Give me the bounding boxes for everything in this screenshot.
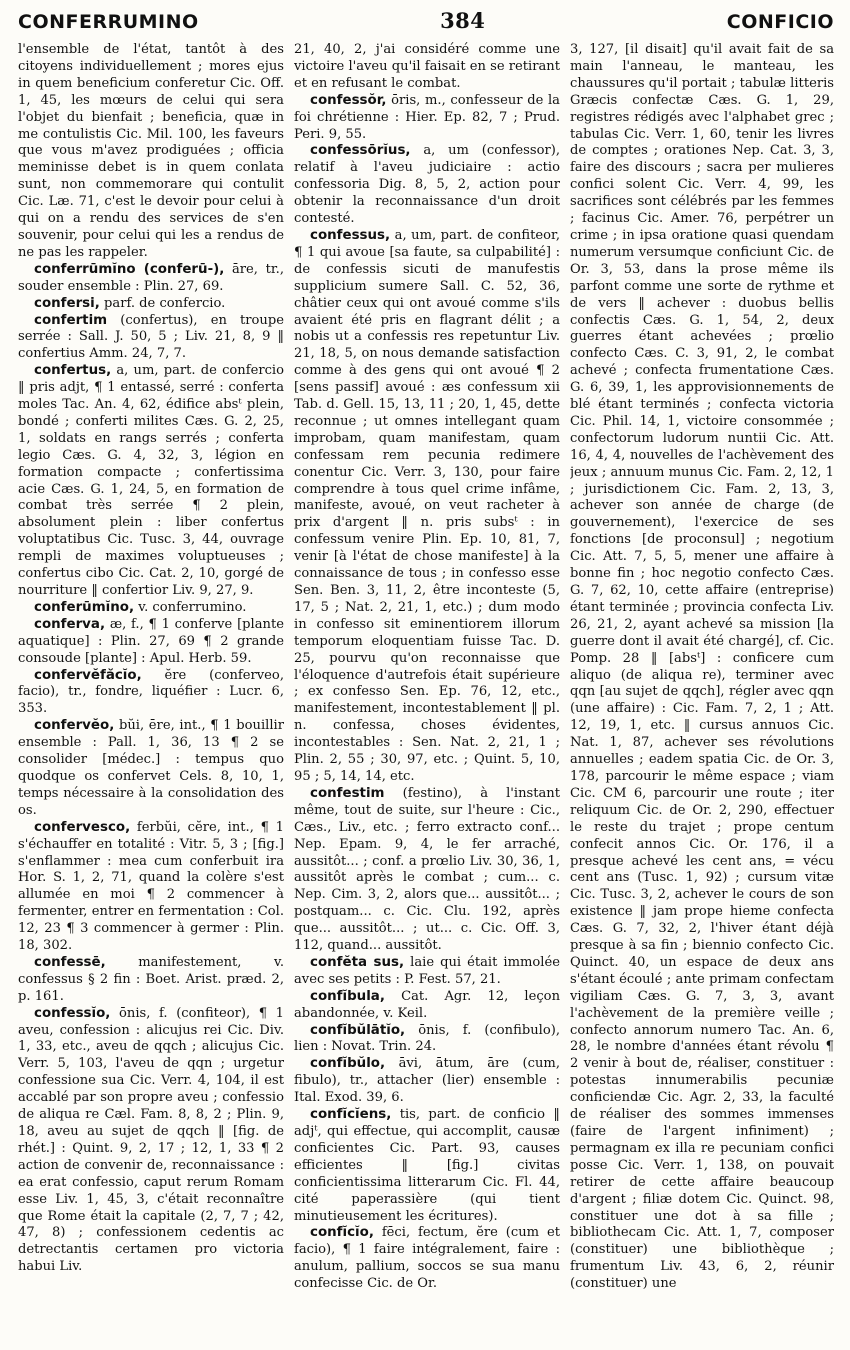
- entry-headword: confersi,: [34, 295, 100, 311]
- entry-body: æ, f., ¶ 1 conferve [plante aquatique] : Plin. 27, 69 ¶ 2 grande consoude [plante] : Apul. Herb. 59.: [18, 616, 284, 666]
- entry-body: ōris, m., confesseur de la foi chrétienne : Hier. Ep. 82, 7 ; Prud. Peri. 9, 55.: [294, 92, 560, 142]
- left-guide-word: CONFERRUMINO: [18, 11, 199, 33]
- dictionary-entry: [294, 1056, 560, 1107]
- entry-body: 21, 40, 2, j'ai considéré comme une victoire l'aveu qu'il faisait en se retirant et en refusant le combat.: [294, 42, 560, 91]
- entry-body: (confertus), en troupe serrée : Sall. J. 50, 5 ; Liv. 21, 8, 9 ‖ confertius Amm. 24, 7, 7.: [18, 312, 284, 362]
- dictionary-entry: [294, 42, 560, 93]
- entry-body: a, um (confessor), relatif à l'aveu judiciaire : actio confessoria Dig. 8, 5, 2, action pour obtenir la reconnaissance d'un droit contesté.: [294, 143, 560, 227]
- dictionary-entry: [18, 42, 284, 262]
- entry-body: ferbŭi, cĕre, int., ¶ 1 s'échauffer en totalité : Vitr. 5, 3 ; [fig.] s'enflammer : mea cum conferbuit ira Hor. S. 1, 2, 71, quand la colère s'est allumée en moi ¶ 2 commencer à fermenter, entrer en fermentation : Col. 12, 23 ¶ 3 commencer à germer : Plin. 18, 302.: [18, 819, 284, 954]
- dictionary-entry: [18, 363, 284, 600]
- dictionary-entry: [294, 143, 560, 228]
- entry-body: 3, 127, [il disait] qu'il avait fait de sa main l'anneau, le manteau, les chaussures qu'il portait ; tabulæ litteris Græcis confectæ Cæs. G. 1, 29, registres rédigés avec l'alphabet grec ; tabulas Cic. Verr. 1, 60, tenir les livres de comptes ; orationes Nep. Cat. 3, 3, faire des discours ; sacra per mulieres confici solent Cic. Verr. 4, 99, les sacrifices sont célébrés par les femmes ; facinus Cic. Amer. 76, perpétrer un crime ; in ipsa oratione quasi quendam numerum versumque conficiunt Cic. de Or. 3, 53, dans la prose même ils parfont comme une sorte de rythme et de vers ‖ achever : duobus bellis confectis Cæs. G. 1, 54, 2, deux guerres étant achevées ; prœlio confecto Cæs. C. 3, 91, 2, le combat achevé ; confecta frumentatione Cæs. G. 6, 39, 1, les approvisionnements de blé étant terminés ; confecta victoria Cic. Phil. 14, 1, victoire consommée ; confectorum ludorum nuntii Cic. Att. 16, 4, 4, nouvelles de l'achèvement des jeux ; annuum munus Cic. Fam. 2, 12, 1 ; jurisdictionem Cic. Fam. 2, 13, 3, achever son année de charge (de gouvernement), l'exercice de ses fonctions [de proconsul] ; negotium Cic. Att. 7, 5, 5, mener une affaire à bonne fin ; hoc negotio confecto Cæs. G. 7, 62, 10, cette affaire (entreprise) étant terminée ; provincia confecta Liv. 26, 21, 2, ayant achevé sa mission [la guerre dont il avait été chargé], cf. Cic. Pomp. 28 ‖ [absᵗ] : conficere cum aliquo (de aliqua re), terminer avec qqn [au sujet de qqch], régler avec qqn (une affaire) : Cic. Fam. 7, 2, 1 ; Att. 12, 19, 1, etc. ‖ cursus annuos Cic. Nat. 1, 87, achever ses révolutions annuelles ; eadem spatia Cic. de Or. 3, 178, parcourir le même espace ; viam Cic. CM 6, parcourir une route ; iter reliquum Cic. de Or. 2, 290, effectuer le reste du trajet ; prope centum confecit annos Cic. Or. 176, il a presque achevé les cent ans, = vécu cent ans (Tusc. 1, 92) ; cursum vitæ Cic. Tusc. 3, 2, achever le cours de son existence ‖ jam prope hieme confecta Cæs. G. 7, 32, 2, l'hiver étant déjà presque à sa fin ; biennio confecto Cic. Quinct. 40, un espace de deux ans s'étant écoulé ; ante primam confectam vigiliam Cæs. G. 7, 3, 3, avant l'achèvement de la première veille ; confecto annorum numero Tac. An. 6, 28, le nombre d'années étant révolu ¶ 2 venir à bout de, réaliser, constituer : potestas innumerabilis pecuniæ conficiendæ Cic. Agr. 2, 33, la faculté de réaliser des sommes immenses (faire de l'argent infiniment) ; permagnam ex illa re pecuniam confici posse Cic. Verr. 1, 138, on pouvait retirer de cette affaire beaucoup d'argent ; filiæ dotem Cic. Quinct. 98, constituer une dot à sa fille ; bibliothecam Cic. Att. 1, 7, composer (constituer) une bibliothèque ; frumentum Liv. 43, 6, 2, réunir (constituer) une: [570, 42, 834, 1292]
- dictionary-entry: [18, 313, 284, 364]
- entry-body: laie qui était immolée avec ses petits : P. Fest. 57, 21.: [294, 954, 560, 987]
- text-columns: [18, 42, 834, 1338]
- entry-headword: conferrūmĭno (conferū-),: [34, 261, 225, 277]
- dictionary-entry: [294, 786, 560, 955]
- entry-headword: confĭbula,: [310, 988, 385, 1004]
- entry-body: bŭi, ēre, int., ¶ 1 bouillir ensemble : Pall. 1, 36, 13 ¶ 2 se consolider [médec.] : tempus quo quodque os confervet Cels. 8, 10, 1, temps nécessaire à la consolidation des os.: [18, 718, 284, 818]
- entry-body: āre, tr., souder ensemble : Plin. 27, 69.: [18, 261, 284, 294]
- entry-headword: confessē,: [34, 954, 106, 970]
- entry-body: parf. de confercio.: [104, 295, 226, 311]
- entry-headword: confertim: [34, 312, 108, 328]
- entry-headword: confessōrĭus,: [310, 143, 411, 159]
- dictionary-entry: [18, 1006, 284, 1277]
- entry-headword: confervĕo,: [34, 718, 115, 734]
- entry-headword: confestim: [310, 785, 385, 801]
- entry-headword: conferva,: [34, 616, 106, 632]
- entry-headword: confĭbŭlātĭo,: [310, 1022, 406, 1038]
- entry-body: l'ensemble de l'état, tantôt à des citoyens individuellement ; mores ejus in quem beneficium conferetur Cic. Off. 1, 45, les mœurs de celui qui sera l'objet du bienfait ; beneficia, quæ in me contulistis Cic. Mil. 100, les faveurs que vous m'avez prodiguées ; officia meminisse debet is in quem conlata sunt, non commemorare qui contulit Cic. Læ. 71, c'est le devoir pour celui à qui on a rendu des services de s'en souvenir, pour celui qui les a rendus de ne pas les rappeler.: [18, 42, 284, 260]
- entry-body: tis, part. de conficio ‖ adjᵗ, qui effectue, qui accomplit, causæ conficientes Cic. Part. 93, causes efficientes ‖ [fig.] civitas conficientissima litterarum Cic. Fl. 44, cité paperassière (qui tient minutieusement les écritures).: [294, 1107, 560, 1224]
- dictionary-entry: [294, 228, 560, 786]
- entry-body: fēci, fectum, ĕre (cum et facio), ¶ 1 faire intégralement, faire : anulum, pallium, soccos se sua manu confecisse Cic. de Or.: [294, 1225, 560, 1292]
- entry-headword: confervesco,: [34, 819, 131, 835]
- dictionary-entry: [294, 1225, 560, 1293]
- entry-body: manifestement, v. confessus § 2 fin : Boet. Arist. præd. 2, p. 161.: [18, 954, 284, 1004]
- dictionary-entry: [18, 820, 284, 955]
- dictionary-entry: [294, 989, 560, 1023]
- dictionary-entry: [294, 1107, 560, 1225]
- entry-body: a, um, part. de confercio ‖ pris adjt, ¶ 1 entassé, serré : conferta moles Tac. An. 4, 62, édifice absᵗ plein, bondé ; conferti milites Cæs. G. 2, 25, 1, soldats en rangs serrés ; conferta legio Cæs. G. 4, 32, 3, légion en formation compacte ; confertissima acie Cæs. G. 1, 24, 5, en formation de combat très serrée ¶ 2 plein, absolument plein : liber confertus voluptatibus Cic. Tusc. 3, 44, ouvrage rempli de maximes voluptueuses ; confertus cibo Cic. Cat. 2, 10, gorgé de nourriture ‖ confertior Liv. 9, 27, 9.: [18, 363, 284, 598]
- entry-body: ōnis, f. (confiteor), ¶ 1 aveu, confession : alicujus rei Cic. Div. 1, 33, etc., aveu de qqch ; alicujus Cic. Verr. 5, 103, l'aveu de qqn ; urgetur confessione sua Cic. Verr. 4, 104, il est accablé par son propre aveu ; confessio de aliqua re Cæl. Fam. 8, 8, 2 ; Plin. 9, 18, aveu au sujet de qqch ‖ [fig. de rhét.] : Quint. 9, 2, 17 ; 12, 1, 33 ¶ 2 action de convenir de, reconnaissance : ea erat confessio, caput rerum Romam esse Liv. 1, 45, 3, c'était reconnaître que Rome était la capitale (2, 7, 7 ; 42, 47, 8) ; confessionem cedentis ac detrectantis certamen pro victoria habui Liv.: [18, 1005, 284, 1275]
- entry-headword: confessus,: [310, 227, 391, 243]
- dictionary-entry: [18, 668, 284, 719]
- dictionary-entry: [18, 262, 284, 296]
- dictionary-entry: [18, 617, 284, 668]
- entry-body: āvi, ātum, āre (cum, fibulo), tr., attacher (lier) ensemble : Ital. Exod. 39, 6.: [294, 1056, 560, 1106]
- entry-headword: confessĭo,: [34, 1005, 111, 1021]
- column-left: [18, 42, 284, 1338]
- entry-headword: conferūmĭno,: [34, 599, 135, 615]
- dictionary-entry: [18, 718, 284, 819]
- entry-headword: confĭcĭens,: [310, 1107, 392, 1123]
- entry-headword: confervĕfăcĭo,: [34, 667, 142, 683]
- entry-headword: confĭbŭlo,: [310, 1056, 386, 1072]
- entry-headword: confĕta sus,: [310, 954, 405, 970]
- dictionary-entry: [294, 1023, 560, 1057]
- dictionary-entry: [18, 955, 284, 1006]
- dictionary-entry: [18, 296, 284, 313]
- running-header: [18, 8, 834, 42]
- dictionary-entry: [570, 42, 834, 1293]
- entry-body: v. conferrumino.: [138, 599, 247, 615]
- dictionary-entry: [294, 955, 560, 989]
- entry-body: a, um, part. de confiteor, ¶ 1 qui avoue [sa faute, sa culpabilité] : de confessis sicuti de manufestis supplicium sumere Sall. C. 52, 36, châtier ceux qui ont avoué comme s'ils avaient été pris en flagrant délit ; a nobis ut a confessis res repetuntur Liv. 21, 18, 5, on nous demande satisfaction comme à des gens qui ont avoué ¶ 2 [sens passif] avoué : æs confessum xii Tab. d. Gell. 15, 13, 11 ; 20, 1, 45, dette reconnue ; ut omnes intellegant quam improbam, quam manifestam, quam confessam rem pecunia redimere conentur Cic. Verr. 3, 130, pour faire comprendre à tous quel crime infâme, manifeste, avoué, on veut racheter à prix d'argent ‖ n. pris subsᵗ : in confessum venire Plin. Ep. 10, 81, 7, venir [à l'état de chose manifeste] à la connaissance de tous ; in confesso esse Sen. Ben. 3, 11, 2, être inconteste (5, 17, 5 ; Nat. 2, 21, 1, etc.) ; dum modo in confesso sit eminentiorem illorum temporum eloquentiam fuisse Tac. D. 25, pourvu qu'on reconnaisse que l'éloquence d'autrefois était supérieure ; ex confesso Sen. Ep. 76, 12, etc., manifestement, incontestablement ‖ pl. n. confessa, choses évidentes, incontestables : Sen. Nat. 2, 21, 1 ; Plin. 2, 55 ; 30, 97, etc. ; Quint. 5, 10, 95 ; 5, 14, 14, etc.: [294, 227, 560, 784]
- column-right: [570, 42, 834, 1338]
- dictionary-entry: [18, 600, 284, 617]
- entry-body: (festino), à l'instant même, tout de suite, sur l'heure : Cic., Cæs., Liv., etc. ; ferro extracto conf... Nep. Epam. 9, 4, le fer arraché, aussitôt... ; conf. a prœlio Liv. 30, 36, 1, aussitôt après le combat ; cum... c. Nep. Cim. 3, 2, alors que... aussitôt... ; postquam... c. Cic. Clu. 192, après que... aussitôt... ; ut... c. Cic. Off. 3, 112, quand... aussitôt.: [294, 785, 560, 954]
- dictionary-entry: [294, 93, 560, 144]
- page-number: 384: [440, 8, 486, 33]
- entry-headword: confĭcĭo,: [310, 1225, 374, 1241]
- entry-body: ĕre (conferveo, facio), tr., fondre, liquéfier : Lucr. 6, 353.: [18, 667, 284, 717]
- entry-body: ōnis, f. (confibulo), lien : Novat. Trin. 24.: [294, 1022, 560, 1055]
- right-guide-word: CONFICIO: [726, 11, 834, 33]
- entry-headword: confertus,: [34, 363, 112, 379]
- entry-body: Cat. Agr. 12, leçon abandonnée, v. Keil.: [294, 988, 560, 1021]
- column-middle: [294, 42, 560, 1338]
- entry-headword: confessŏr,: [310, 92, 387, 108]
